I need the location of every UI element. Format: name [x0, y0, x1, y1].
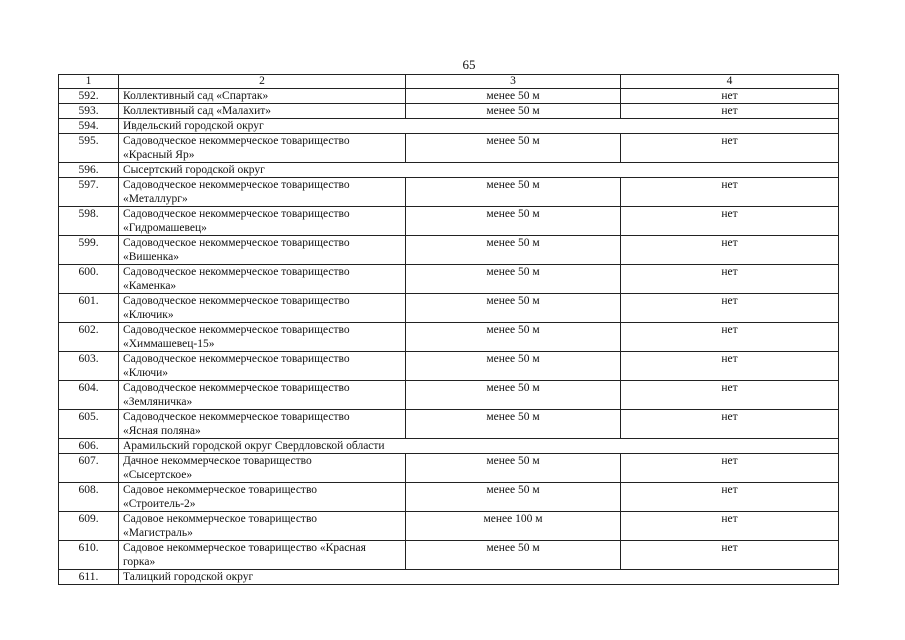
header-col-2: 2	[119, 75, 406, 89]
flag-cell: нет	[621, 294, 839, 323]
distance-cell: менее 100 м	[406, 512, 621, 541]
row-number: 604.	[59, 381, 119, 410]
flag-cell: нет	[621, 207, 839, 236]
row-number: 598.	[59, 207, 119, 236]
flag-cell: нет	[621, 381, 839, 410]
organization-name	[119, 178, 406, 207]
table-row	[59, 134, 839, 163]
distance-cell: менее 50 м	[406, 89, 621, 104]
table-row	[59, 207, 839, 236]
distance-cell: менее 50 м	[406, 483, 621, 512]
row-number: 606.	[59, 439, 119, 454]
distance-cell: менее 50 м	[406, 104, 621, 119]
organization-name-line: Садоводческое некоммерческое товарищество	[123, 353, 350, 365]
region-name: Арамильский городской округ Свердловской области	[119, 439, 839, 454]
settlements-table	[58, 74, 839, 585]
organization-name-line: Садовое некоммерческое товарищество	[123, 513, 318, 525]
flag-cell: нет	[621, 104, 839, 119]
flag-cell: нет	[621, 178, 839, 207]
organization-name-line: «Магистраль»	[123, 527, 193, 539]
organization-name	[119, 381, 406, 410]
row-number: 601.	[59, 294, 119, 323]
organization-name	[119, 265, 406, 294]
table-row	[59, 294, 839, 323]
row-number: 609.	[59, 512, 119, 541]
row-number: 611.	[59, 570, 119, 585]
organization-name-line: «Красный Яр»	[123, 149, 195, 161]
organization-name-line: Садоводческое некоммерческое товарищество	[123, 411, 350, 423]
row-number: 610.	[59, 541, 119, 570]
table-header-row	[59, 75, 839, 89]
flag-cell: нет	[621, 323, 839, 352]
row-number: 605.	[59, 410, 119, 439]
table-row	[59, 236, 839, 265]
table-row	[59, 323, 839, 352]
organization-name: Коллективный сад «Спартак»	[119, 89, 406, 104]
organization-name-line: Садоводческое некоммерческое товарищество	[123, 382, 350, 394]
organization-name-line: Садоводческое некоммерческое товарищество	[123, 208, 350, 220]
distance-cell: менее 50 м	[406, 352, 621, 381]
flag-cell: нет	[621, 352, 839, 381]
table-row	[59, 104, 839, 119]
distance-cell: менее 50 м	[406, 454, 621, 483]
organization-name-line: «Ясная поляна»	[123, 425, 201, 437]
organization-name-line: Садоводческое некоммерческое товарищество	[123, 295, 350, 307]
header-col-3: 3	[406, 75, 621, 89]
organization-name-line: «Химмашевец-15»	[123, 338, 215, 350]
distance-cell: менее 50 м	[406, 323, 621, 352]
row-number: 597.	[59, 178, 119, 207]
flag-cell: нет	[621, 483, 839, 512]
region-row	[59, 119, 839, 134]
table-row	[59, 381, 839, 410]
region-name: Талицкий городской округ	[119, 570, 839, 585]
organization-name-line: Садоводческое некоммерческое товарищество	[123, 237, 350, 249]
table-row	[59, 512, 839, 541]
distance-cell: менее 50 м	[406, 134, 621, 163]
distance-cell: менее 50 м	[406, 178, 621, 207]
organization-name-line: «Земляничка»	[123, 396, 193, 408]
organization-name	[119, 236, 406, 265]
organization-name-line: «Вишенка»	[123, 251, 179, 263]
organization-name	[119, 541, 406, 570]
flag-cell: нет	[621, 236, 839, 265]
flag-cell: нет	[621, 134, 839, 163]
organization-name-line: горка»	[123, 556, 156, 568]
row-number: 596.	[59, 163, 119, 178]
row-number: 607.	[59, 454, 119, 483]
table-row	[59, 178, 839, 207]
row-number: 600.	[59, 265, 119, 294]
organization-name-line: Садоводческое некоммерческое товарищество	[123, 324, 350, 336]
organization-name-line: «Сысертское»	[123, 469, 193, 481]
region-row	[59, 439, 839, 454]
flag-cell: нет	[621, 541, 839, 570]
flag-cell: нет	[621, 512, 839, 541]
table-row	[59, 541, 839, 570]
organization-name-line: «Каменка»	[123, 280, 177, 292]
organization-name-line: «Ключик»	[123, 309, 174, 321]
flag-cell: нет	[621, 454, 839, 483]
flag-cell: нет	[621, 410, 839, 439]
organization-name	[119, 207, 406, 236]
row-number: 602.	[59, 323, 119, 352]
row-number: 599.	[59, 236, 119, 265]
organization-name-line: Садоводческое некоммерческое товарищество	[123, 179, 350, 191]
region-row	[59, 570, 839, 585]
table-row	[59, 454, 839, 483]
organization-name-line: «Строитель-2»	[123, 498, 196, 510]
distance-cell: менее 50 м	[406, 381, 621, 410]
table-row	[59, 89, 839, 104]
organization-name	[119, 410, 406, 439]
row-number: 593.	[59, 104, 119, 119]
distance-cell: менее 50 м	[406, 207, 621, 236]
organization-name	[119, 352, 406, 381]
page-number: 65	[462, 57, 476, 72]
organization-name	[119, 454, 406, 483]
flag-cell: нет	[621, 265, 839, 294]
row-number: 603.	[59, 352, 119, 381]
distance-cell: менее 50 м	[406, 541, 621, 570]
organization-name-line: Садовое некоммерческое товарищество «Красная	[123, 542, 366, 554]
organization-name-line: «Гидромашевец»	[123, 222, 207, 234]
table-row	[59, 483, 839, 512]
organization-name	[119, 294, 406, 323]
distance-cell: менее 50 м	[406, 236, 621, 265]
organization-name-line: «Металлург»	[123, 193, 188, 205]
row-number: 608.	[59, 483, 119, 512]
organization-name-line: «Ключи»	[123, 367, 169, 379]
table-row	[59, 265, 839, 294]
organization-name	[119, 512, 406, 541]
distance-cell: менее 50 м	[406, 265, 621, 294]
organization-name	[119, 483, 406, 512]
region-name: Ивдельский городской округ	[119, 119, 839, 134]
organization-name	[119, 134, 406, 163]
row-number: 595.	[59, 134, 119, 163]
region-name: Сысертский городской округ	[119, 163, 839, 178]
header-col-1: 1	[59, 75, 119, 89]
region-row	[59, 163, 839, 178]
distance-cell: менее 50 м	[406, 294, 621, 323]
row-number: 592.	[59, 89, 119, 104]
header-col-4: 4	[621, 75, 839, 89]
organization-name-line: Садоводческое некоммерческое товарищество	[123, 135, 350, 147]
organization-name-line: Садовое некоммерческое товарищество	[123, 484, 318, 496]
table-row	[59, 352, 839, 381]
organization-name: Коллективный сад «Малахит»	[119, 104, 406, 119]
table-row	[59, 410, 839, 439]
flag-cell: нет	[621, 89, 839, 104]
organization-name-line: Дачное некоммерческое товарищество	[123, 455, 312, 467]
distance-cell: менее 50 м	[406, 410, 621, 439]
organization-name-line: Садоводческое некоммерческое товарищество	[123, 266, 350, 278]
organization-name	[119, 323, 406, 352]
row-number: 594.	[59, 119, 119, 134]
table-body	[59, 89, 839, 585]
